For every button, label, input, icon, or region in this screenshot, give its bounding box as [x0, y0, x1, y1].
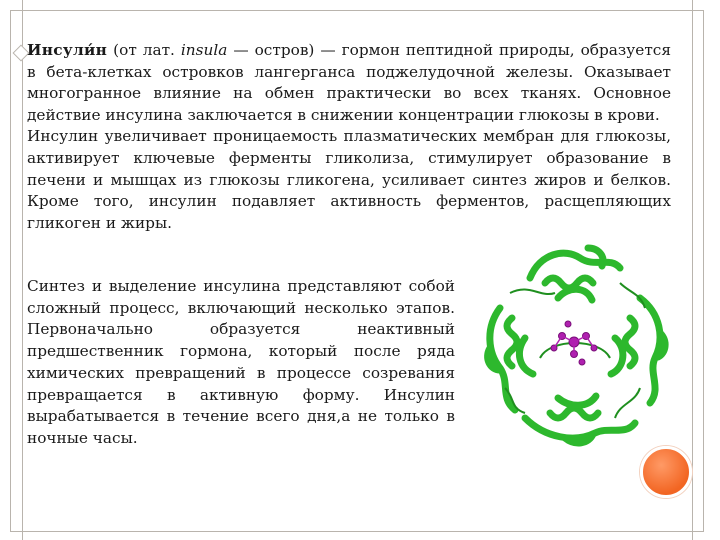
intro-rest: — остров) — гормон пептидной природы, образуется в бета-клетках островков лангерганса поджелудочной железы. Оказывает многогранное влияние на обмен практически во всех тканях. Основное действие инсулина заключается в снижении концентрации глюкозы в крови.: [27, 41, 671, 124]
right-rule: [692, 0, 693, 540]
decorative-orange-circle: [640, 446, 692, 498]
latin-word: insula: [180, 41, 228, 59]
left-rule: [22, 0, 23, 540]
term-insulin: Инсули́н: [27, 41, 108, 59]
intro-paragraph: [27, 40, 671, 126]
paragraph-2: Инсулин увеличивает проницаемость плазматических мембран для глюкозы, активирует ключевые ферменты гликолиза, стимулирует образование в печени и мышцах из глюкозы гликогена, усиливает синтез жиров и белков. Кроме того, инсулин подавляет активность ферментов, расщепляющих гликоген и жиры.: [27, 127, 671, 232]
slide-text: [27, 40, 671, 234]
intro-before-latin: (от лат.: [107, 41, 181, 59]
insulin-hexamer-image: [470, 238, 680, 448]
paragraph-3: Синтез и выделение инсулина представляют собой сложный процесс, включающий несколько этапов. Первоначально образуется неактивный предшественник гормона, который после ряда химических превращений в процессе созревания превращается в активную форму. Инсулин вырабатывается в течение всего дня,а не только в ночные часы.: [27, 277, 455, 447]
